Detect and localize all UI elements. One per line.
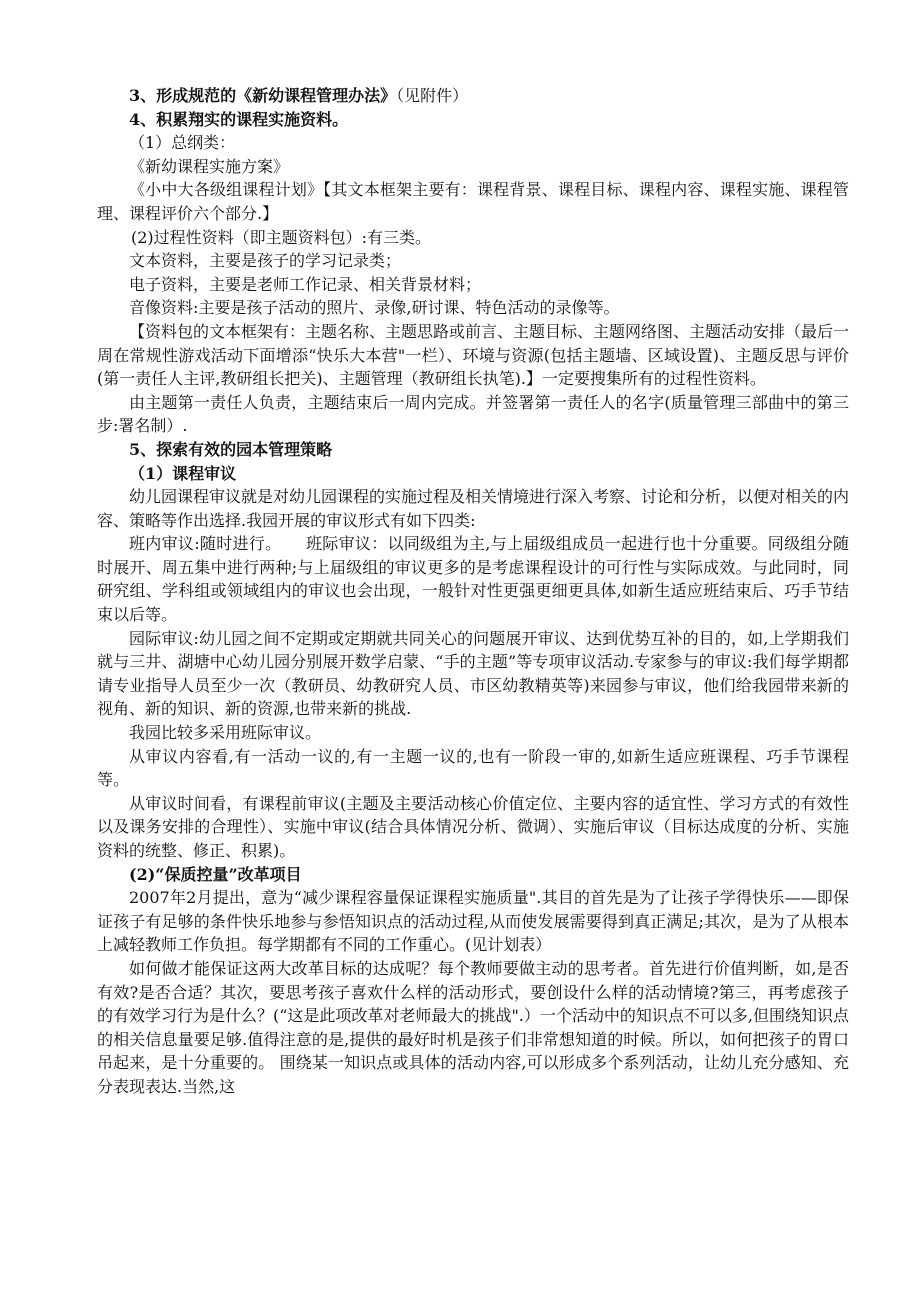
subheading-course-review: （1）课程审议 (129, 463, 237, 483)
paragraph: 幼儿园课程审议就是对幼儿园课程的实施过程及相关情境进行深入考察、讨论和分析，以便对相关的内容、策略等作出选择.我园开展的审议形式有如下四类: (97, 487, 850, 530)
paragraph: 文本资料，主要是孩子的学习记录类； (129, 251, 402, 271)
paragraph: 【资料包的文本框架有：主题名称、主题思路或前言、主题目标、主题网络图、主题活动安排（最后一周在常规性游戏活动下面增添“快乐大本营"一栏）、环境与资源(包括主题墙、区域设置)、主题反思与评价(第一责任人主评,教研组长把关)、主题管理（教研组长执笔).】一定要搜集所有的过程性资料。 (97, 321, 850, 389)
heading-bold: 3、形成规范的《新幼课程管理办法》 (129, 86, 397, 105)
paragraph: 2007年2月提出，意为“减少课程容量保证课程实施质量".其目的首先是为了让孩子学得快乐——即保证孩子有足够的条件快乐地参与参悟知识点的活动过程,从而使发展需要得到真正满足;其次，是为了从根本上减轻教师工作负担。每学期都有不同的工作重心。(见计划表） (97, 888, 849, 955)
paragraph: 《小中大各级组课程计划》【其文本框架主要有：课程背景、课程目标、课程内容、课程实施、课程管理、课程评价六个部分.】 (97, 180, 849, 223)
paragraph: 班内审议:随时进行。 班际审议：以同级组为主,与上届级组成员一起进行也十分重要。同级组分随时展开、周五集中进行两种;与上届级组的审议更多的是考虑课程设计的可行性与实际成效。与此同时，同研究组、学科组或领域组内的审议也会出现，一般针对性更强更细更具体,如新生适应班结束后、巧手节结束以后等。 (97, 534, 849, 625)
paragraph: 园际审议:幼儿园之间不定期或定期就共同关心的问题展开审议、达到优势互补的目的，如,上学期我们就与三井、湖塘中心幼儿园分别展开数学启蒙、“手的主题”等专项审议活动.专家参与的审议:我们每学期都请专业指导人员至少一次（教研员、幼教研究人员、市区幼教精英等)来园参与审议，他们给我园带来新的视角、新的知识、新的资源,也带来新的挑战. (97, 628, 849, 719)
paragraph: 从审议内容看,有一活动一议的,有一主题一议的,也有一阶段一审的,如新生适应班课程、巧手节课程等。 (97, 746, 849, 790)
paragraph: 音像资料:主要是孩子活动的照片、录像,研讨课、特色活动的录像等。 (129, 298, 620, 318)
paragraph: 由主题第一责任人负责，主题结束后一周内完成。并签署第一责任人的名字(质量管理三部曲中的第三步:署名制）. (97, 392, 849, 436)
paragraph: 电子资料，主要是老师工作记录、相关背景材料； (129, 274, 482, 294)
paragraph: (2)过程性资料（即主题资料包）:有三类。 (131, 227, 432, 247)
document-body (97, 84, 849, 1099)
heading-item-3 (97, 84, 849, 108)
heading-item-4: 4、积累翔实的课程实施资料。 (129, 109, 349, 129)
paragraph: 《新幼课程实施方案》 (129, 156, 290, 176)
paragraph: 我园比较多采用班际审议。 (129, 723, 322, 743)
paragraph: 从审议时间看，有课程前审议(主题及主要活动核心价值定位、主要内容的适宜性、学习方式的有效性以及课务安排的合理性）、实施中审议(结合具体情况分析、微调）、实施后审议（目标达成度的分析、实施资料的统整、修正、积累)。 (97, 793, 849, 860)
subheading-reform-project: (2)“保质控量”改革项目 (129, 864, 302, 884)
heading-rest: （见附件） (396, 86, 469, 105)
paragraph: （1）总纲类： (129, 133, 236, 153)
heading-item-5: 5、探索有效的园本管理策略 (129, 439, 333, 459)
paragraph: 如何做才能保证这两大改革目标的达成呢？每个教师要做主动的思考者。首先进行价值判断，如,是否有效?是否合适？其次，要思考孩子喜欢什么样的活动形式，要创设什么样的活动情境?第三，再考虑孩子的有效学习行为是什么？(“这是此项改革对老师最大的挑战".）一个活动中的知识点不可以多,但围绕知识点的相关信息量要足够.值得注意的是,提供的最好时机是孩子们非常想知道的时候。所以，如何把孩子的胃口吊起来，是十分重要的。 围绕某一知识点或具体的活动内容,可以形成多个系列活动，让幼儿充分感知、充分表现表达.当然,这 (97, 958, 849, 1096)
